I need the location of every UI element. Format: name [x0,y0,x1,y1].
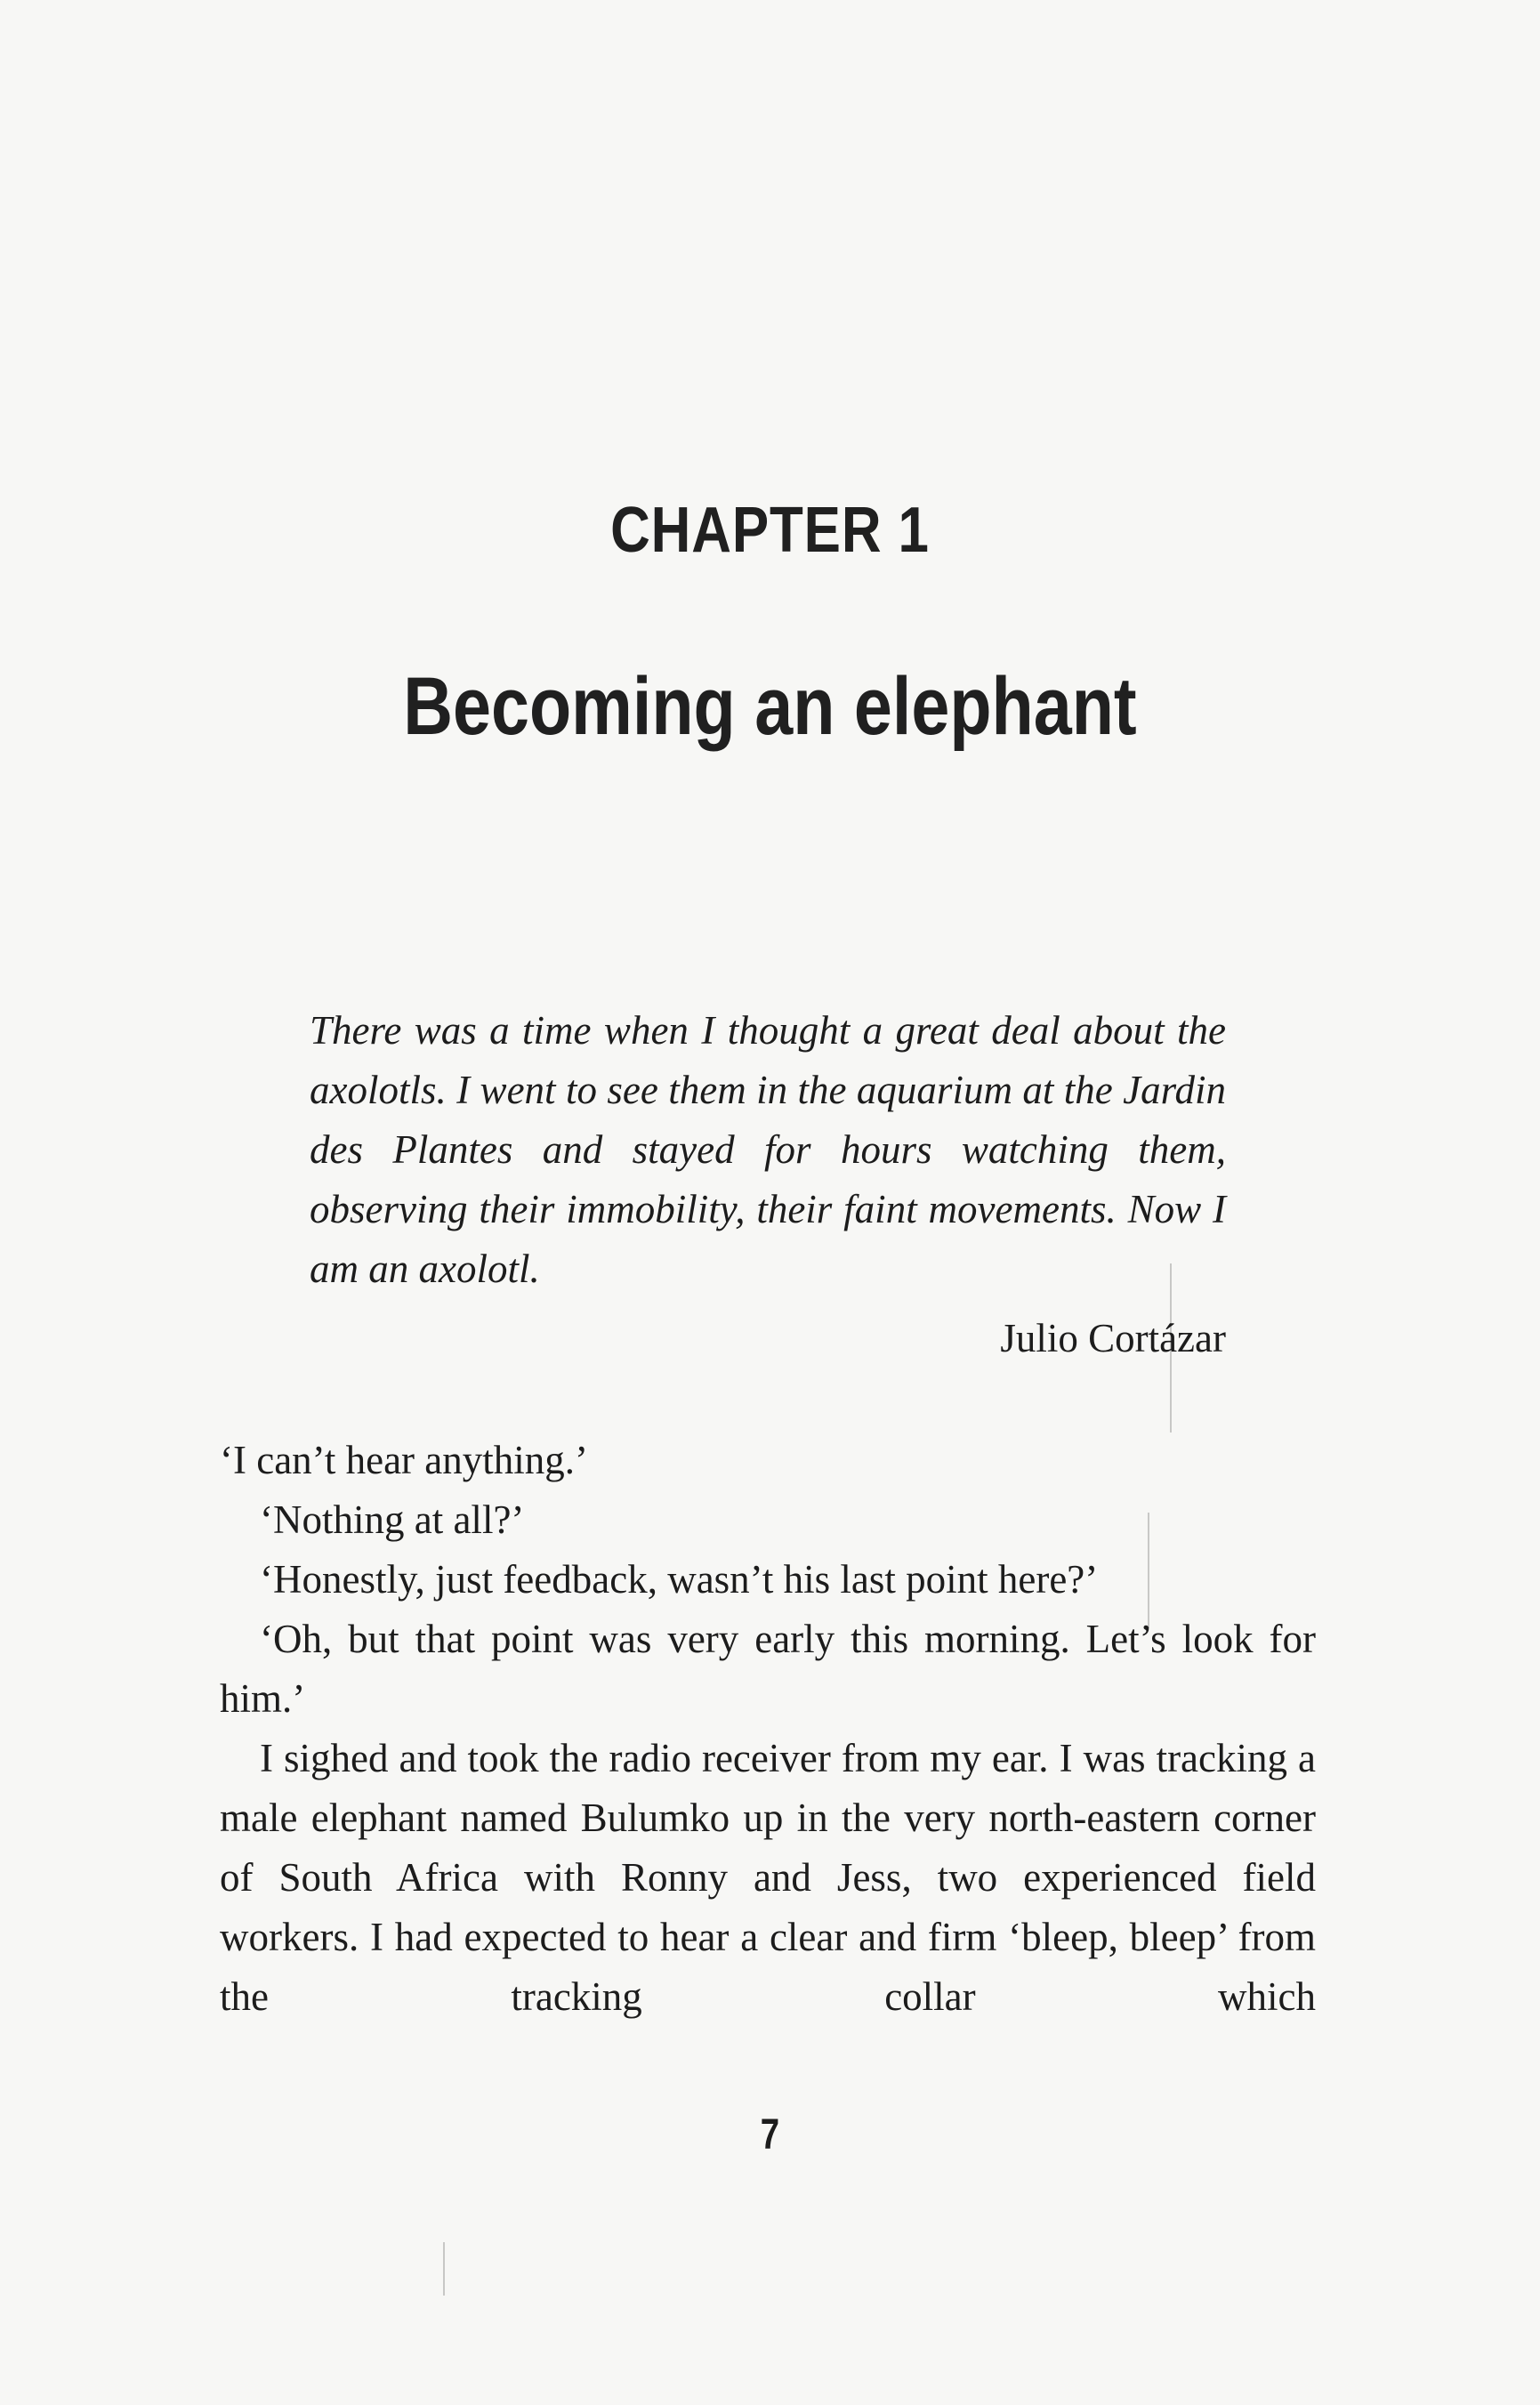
scan-mark [443,2242,445,2296]
paragraph: I sighed and took the radio receiver from my ear. I was tracking a male elephant named Bulumko up in the very north-eastern corner of South Africa with Ronny and Jess, two experienced field workers. I had expected to hear a clear and firm ‘bleep, bleep’ from the tracking collar which [220,1736,1316,2019]
epigraph-author: Julio Cortázar [1000,1316,1226,1360]
page-number: 7 [760,2111,780,2159]
epigraph-quote: There was a time when I thought a great deal about the axolotls. I went to see them in the aquarium at the Jardin des Plantes and stayed for hours watching them, observing their immobility, their faint movements. Now I am an axolotl. [310,1008,1226,1291]
paragraph: ‘I can’t hear anything.’ [220,1438,588,1482]
chapter-title: Becoming an elephant [403,661,1137,752]
paragraph: ‘Oh, but that point was very early this morning. Let’s look for him.’ [220,1617,1316,1721]
body-text [220,1431,1316,2027]
paragraph: ‘Honestly, just feedback, wasn’t his last point here?’ [260,1557,1099,1602]
chapter-label: CHAPTER 1 [610,495,930,566]
paragraph: ‘Nothing at all?’ [260,1497,525,1542]
